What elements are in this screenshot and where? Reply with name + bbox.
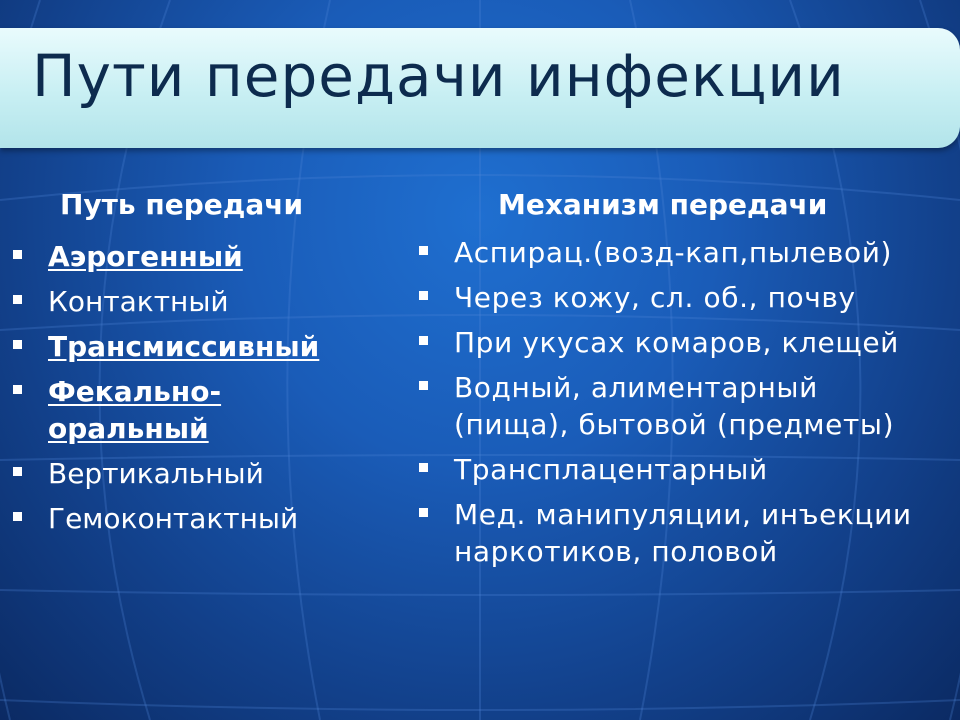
mechanism-medical-line1: Мед. манипуляции, инъекции: [454, 498, 912, 531]
mechanism-medical-line2: наркотиков, половой: [454, 535, 778, 568]
bullet-icon: [419, 291, 428, 300]
bullet-icon: [13, 295, 22, 304]
bullet-icon: [419, 336, 428, 345]
list-item: [418, 451, 958, 488]
list-item: [12, 238, 392, 275]
left-column-heading: Путь передачи: [60, 188, 304, 221]
bullet-icon: [419, 508, 428, 517]
mechanism-water-line1: Водный, алиментарный: [454, 371, 818, 404]
bullet-icon: [13, 385, 22, 394]
route-aerogenic: Аэрогенный: [48, 240, 243, 273]
list-item: [12, 455, 392, 492]
bullet-icon: [419, 246, 428, 255]
right-column-heading: Механизм передачи: [498, 188, 828, 221]
list-item: [12, 328, 392, 365]
title-box: [0, 28, 960, 148]
list-item: [12, 500, 392, 537]
list-item: [12, 373, 392, 447]
mechanism-bites: При укусах комаров, клещей: [454, 326, 899, 359]
page-title: Пути передачи инфекции: [32, 42, 845, 110]
list-item: [418, 324, 958, 361]
route-transmissive: Трансмиссивный: [48, 330, 320, 363]
route-fecal-oral-line1: Фекально-: [48, 375, 222, 408]
bullet-icon: [419, 463, 428, 472]
bullet-icon: [13, 250, 22, 259]
list-item: [418, 279, 958, 316]
route-fecal-oral-line2: оральный: [48, 412, 209, 445]
mechanism-water-line2: (пища), бытовой (предметы): [454, 408, 895, 441]
bullet-icon: [419, 381, 428, 390]
route-vertical: Вертикальный: [48, 457, 264, 490]
bullet-icon: [13, 340, 22, 349]
transmission-routes-list: [12, 238, 392, 545]
mechanism-skin: Через кожу, сл. об., почву: [454, 281, 856, 314]
list-item: [418, 369, 958, 443]
route-hemocontact: Гемоконтактный: [48, 502, 299, 535]
list-item: [418, 234, 958, 271]
bullet-icon: [13, 467, 22, 476]
mechanism-aspiration: Аспирац.(возд-кап,пылевой): [454, 236, 893, 269]
list-item: [418, 496, 958, 570]
list-item: [12, 283, 392, 320]
mechanism-transplacental: Трансплацентарный: [454, 453, 768, 486]
bullet-icon: [13, 512, 22, 521]
route-contact: Контактный: [48, 285, 229, 318]
transmission-mechanisms-list: [418, 234, 958, 578]
